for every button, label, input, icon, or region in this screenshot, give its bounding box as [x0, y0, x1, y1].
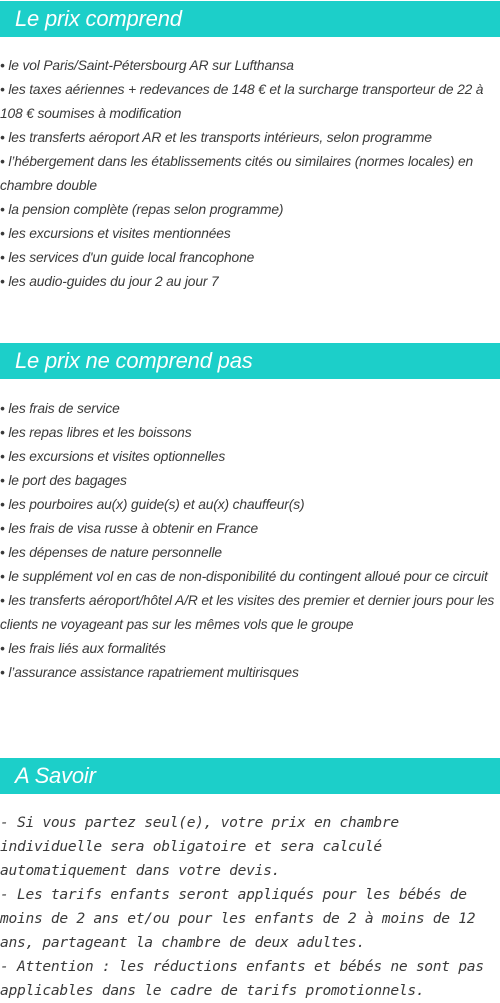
list-item: • les frais de visa russe à obtenir en France — [0, 517, 500, 541]
list-item: • les repas libres et les boissons — [0, 421, 500, 445]
section-title-excluded: Le prix ne comprend pas — [15, 348, 253, 373]
section-header-a-savoir — [0, 758, 500, 794]
note-paragraph: - Attention : les réductions enfants et bébés ne sont pas applicables dans le cadre de tarifs promotionnels. — [0, 958, 484, 999]
list-item: • les audio-guides du jour 2 au jour 7 — [0, 270, 500, 294]
excluded-list — [0, 397, 500, 685]
list-item: • les transferts aéroport/hôtel A/R et les visites des premier et dernier jours pour les clients ne voyageant pas sur les mêmes vols que le groupe — [0, 589, 500, 637]
section-title-a-savoir: A Savoir — [15, 763, 96, 788]
a-savoir-notes — [0, 811, 500, 1003]
list-item: • les excursions et visites mentionnées — [0, 222, 500, 246]
list-item: • la pension complète (repas selon programme) — [0, 198, 500, 222]
list-item: • les frais de service — [0, 397, 500, 421]
list-item: • les dépenses de nature personnelle — [0, 541, 500, 565]
note-paragraph: - Si vous partez seul(e), votre prix en chambre individuelle sera obligatoire et sera calculé automatiquement dans votre devis. — [0, 814, 399, 879]
list-item: • les excursions et visites optionnelles — [0, 445, 500, 469]
list-item: • les transferts aéroport AR et les transports intérieurs, selon programme — [0, 126, 500, 150]
list-item: • l’hébergement dans les établissements cités ou similaires (normes locales) en chambre double — [0, 150, 500, 198]
section-header-excluded — [0, 343, 500, 379]
list-item: • l’assurance assistance rapatriement multirisques — [0, 661, 500, 685]
list-item: • les services d'un guide local francophone — [0, 246, 500, 270]
section-title-included: Le prix comprend — [15, 6, 182, 31]
note-paragraph: - Les tarifs enfants seront appliqués pour les bébés de moins de 2 ans et/ou pour les enfants de 2 à moins de 12 ans, partageant la chambre de deux adultes. — [0, 886, 476, 951]
included-list — [0, 54, 500, 294]
list-item: • le supplément vol en cas de non-disponibilité du contingent alloué pour ce circuit — [0, 565, 500, 589]
section-header-included — [0, 1, 500, 37]
section-a-savoir — [0, 758, 500, 1003]
section-price-included — [0, 0, 500, 294]
list-item: • les taxes aériennes + redevances de 148 € et la surcharge transporteur de 22 à 108 € soumises à modification — [0, 78, 500, 126]
section-price-excluded — [0, 343, 500, 685]
list-item: • le vol Paris/Saint-Pétersbourg AR sur Lufthansa — [0, 54, 500, 78]
list-item: • les pourboires au(x) guide(s) et au(x) chauffeur(s) — [0, 493, 500, 517]
list-item: • le port des bagages — [0, 469, 500, 493]
list-item: • les frais liés aux formalités — [0, 637, 500, 661]
